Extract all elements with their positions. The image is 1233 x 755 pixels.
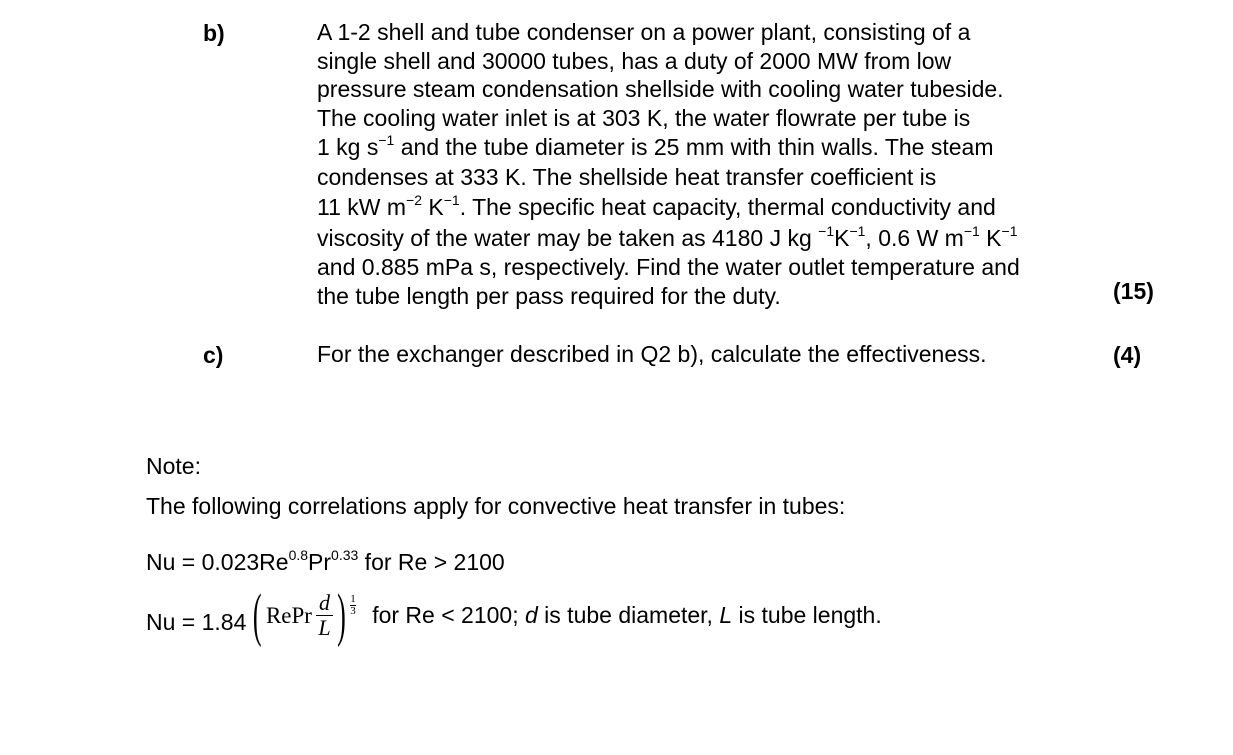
part-b-label: b) <box>203 20 225 46</box>
eq2-condition-start: for Re < 2100; <box>372 602 525 628</box>
eq2-condition <box>372 602 882 629</box>
coefficient-unit: 11 kW m <box>317 194 407 220</box>
eq2-lhs: Nu = 1.84 <box>146 609 247 635</box>
part-b-line-10: the tube length per pass required for the duty. <box>317 283 781 309</box>
equation-laminar <box>146 581 882 682</box>
diameter-symbol: d <box>525 602 538 628</box>
part-b-line-2: single shell and 30000 tubes, has a duty of 2000 MW from low <box>317 48 952 74</box>
eq1-re-exponent: 0.8 <box>288 547 309 563</box>
left-paren: ( <box>252 581 262 648</box>
part-c-marks: (4) <box>1113 342 1142 368</box>
superscript: −1 <box>963 223 980 239</box>
length-symbol: L <box>719 602 733 628</box>
note-intro: The following correlations apply for convective heat transfer in tubes: <box>146 493 846 519</box>
superscript: −1 <box>1001 223 1018 239</box>
superscript: −1 <box>849 223 866 239</box>
eq2-exponent <box>350 594 356 617</box>
kelvin: K <box>422 194 444 220</box>
eq2-fraction <box>316 592 332 639</box>
part-b-line-4: The cooling water inlet is at 303 K, the water flowrate per tube is <box>317 105 971 131</box>
part-c-label: c) <box>203 342 224 368</box>
part-b-line-1: A 1-2 shell and tube condenser on a power plant, consisting of a <box>317 19 971 45</box>
kelvin: K <box>834 225 850 251</box>
part-b-line-6: condenses at 333 K. The shellside heat transfer coefficient is <box>317 164 937 190</box>
part-b-line-7 <box>317 193 996 222</box>
superscript: −1 <box>818 223 835 239</box>
superscript: −1 <box>443 192 460 208</box>
eq2-denominator: L <box>318 615 331 640</box>
part-b-line-3: pressure steam condensation shellside with cooling water tubeside. <box>317 76 1004 102</box>
part-b-marks: (15) <box>1113 278 1154 304</box>
kelvin: K <box>979 225 1002 251</box>
part-b-line-5 <box>317 133 993 162</box>
eq2-condition-end: is tube length. <box>732 602 882 628</box>
part-b-line-8 <box>317 224 1018 253</box>
eq2-condition-mid: is tube diameter, <box>537 602 720 628</box>
eq1-start: Nu = 0.023Re <box>146 549 289 575</box>
right-paren: ) <box>337 581 346 648</box>
eq2-repr: RePr <box>265 602 312 628</box>
eq1-condition: for Re > 2100 <box>358 549 505 575</box>
conductivity-unit: , 0.6 W m <box>865 225 964 251</box>
superscript: −2 <box>406 192 422 208</box>
part-b-line-9: and 0.885 mPa s, respectively. Find the water outlet temperature and <box>317 254 1020 280</box>
eq1-pr-exponent: 0.33 <box>331 547 359 563</box>
note-heading: Note: <box>146 453 201 479</box>
line-5-rest: and the tube diameter is 25 mm with thin walls. The steam <box>394 134 994 160</box>
part-c-question-text: For the exchanger described in Q2 b), calculate the effectiveness. <box>317 341 987 367</box>
equation-turbulent <box>146 549 505 576</box>
exponent-numerator: 1 <box>350 593 356 605</box>
eq1-pr: Pr <box>308 549 332 575</box>
eq2-numerator: d <box>319 590 331 615</box>
flowrate-unit: 1 kg s <box>317 134 379 160</box>
line-8-start: viscosity of the water may be taken as 4180 J kg <box>317 225 819 251</box>
superscript: −1 <box>378 132 395 148</box>
line-7-rest: . The specific heat capacity, thermal conductivity and <box>459 194 996 220</box>
exponent-denominator: 3 <box>350 605 356 617</box>
